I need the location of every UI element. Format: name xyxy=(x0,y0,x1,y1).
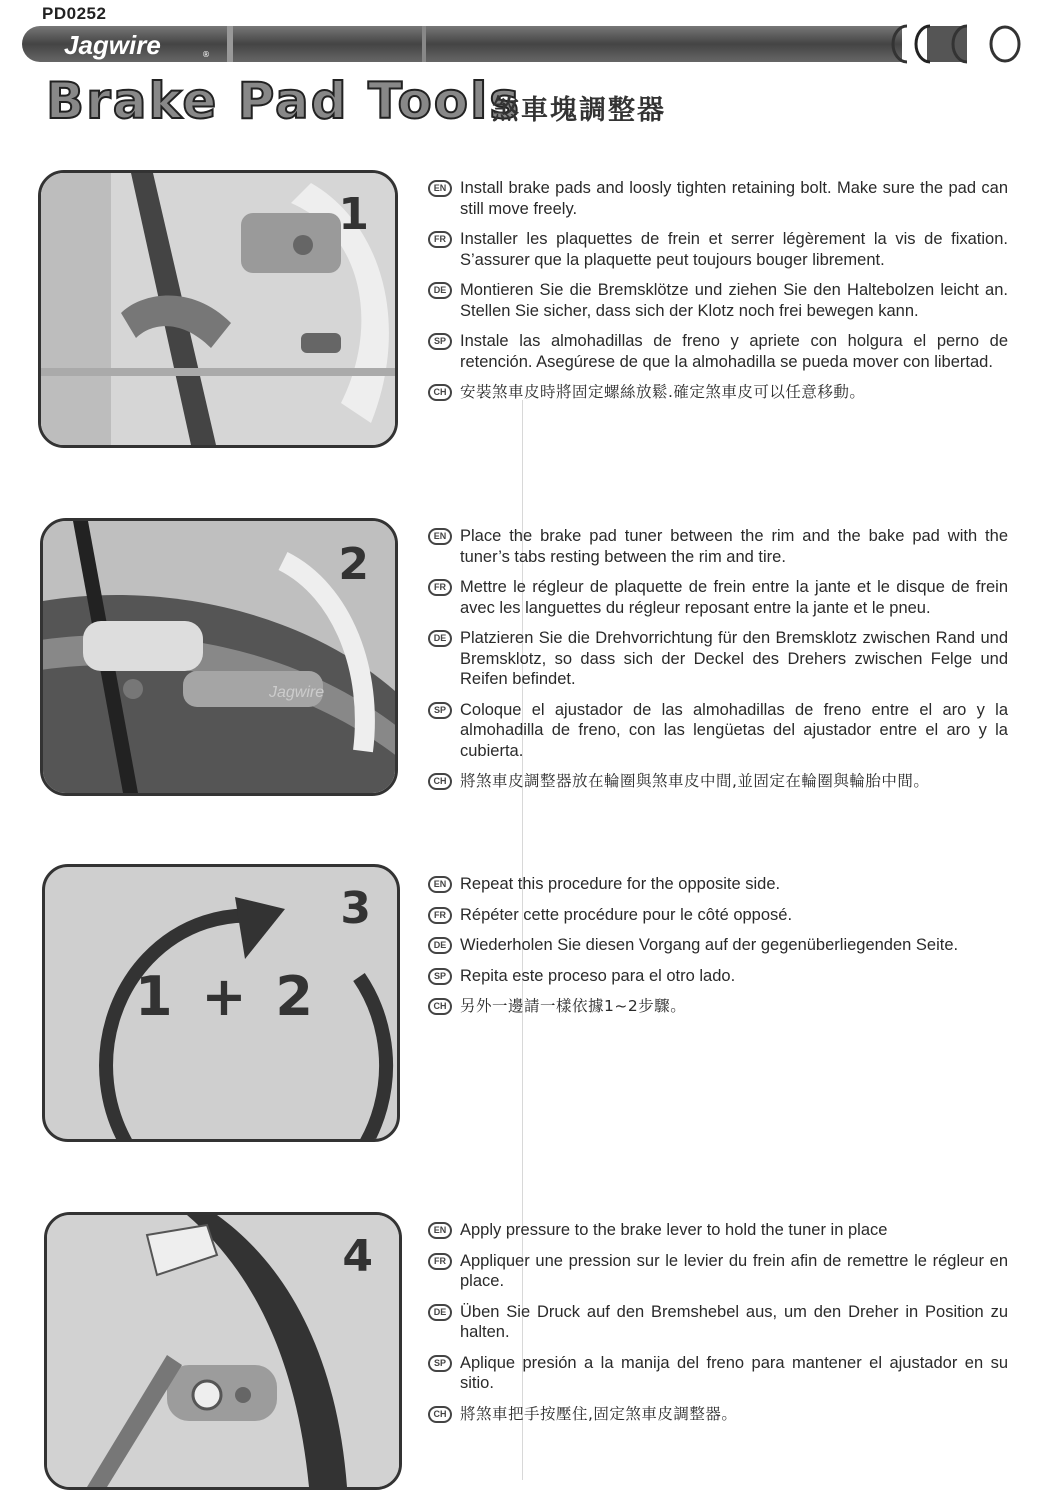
step-1-number: 1 xyxy=(338,189,369,240)
instruction-text: Mettre le régleur de plaquette de frein entre la jante et le disque de frein avec les languettes du régleur reposant entre la jante et le pneu. xyxy=(460,578,1008,617)
step-3-icon-label: 1 + 2 xyxy=(135,965,313,1028)
instruction-en xyxy=(428,1220,1008,1241)
instruction-sp xyxy=(428,966,1008,987)
lang-badge-de: DE xyxy=(428,937,452,954)
instruction-text: Repita este proceso para el otro lado. xyxy=(460,966,736,985)
instruction-text: Platzieren Sie die Drehvorrichtung für den Bremsklotz zwischen Rand und Bremsklotz, so dass sich der Deckel des Drehers zwischen Felge und Reifen befindet. xyxy=(460,629,1008,688)
instruction-text: Instale las almohadillas de freno y apriete con holgura el perno de retención. Asegúrese de que la almohadilla se pueda mover con libertad. xyxy=(460,332,1008,371)
brand-banner xyxy=(22,24,1022,64)
lang-badge-fr: FR xyxy=(428,907,452,924)
instruction-fr xyxy=(428,577,1008,618)
instruction-text: Coloque el ajustador de las almohadillas de freno entre el aro y la almohadilla de freno, con las lengüetas del ajustador entre el aro y la cubierta. xyxy=(460,700,1008,760)
step-2-instructions xyxy=(428,526,1008,802)
lang-badge-ch: CH xyxy=(428,384,452,401)
instruction-en xyxy=(428,874,1008,895)
instruction-fr xyxy=(428,1251,1008,1292)
instruction-text: Place the brake pad tuner between the rim and the bake pad with the tuner’s tabs resting between the rim and tire. xyxy=(460,527,1008,566)
instruction-text: Install brake pads and loosly tighten retaining bolt. Make sure the pad can still move freely. xyxy=(460,179,1008,218)
step-4-photo xyxy=(44,1212,402,1490)
lang-badge-fr: FR xyxy=(428,231,452,248)
page-title-chinese: 煞車塊調整器 xyxy=(492,95,666,126)
lang-badge-de: DE xyxy=(428,630,452,647)
lang-badge-de: DE xyxy=(428,1304,452,1321)
instruction-sp xyxy=(428,331,1008,372)
lang-badge-fr: FR xyxy=(428,579,452,596)
instruction-de xyxy=(428,1302,1008,1343)
instruction-sp xyxy=(428,1353,1008,1394)
step-3-number: 3 xyxy=(340,883,371,934)
lang-badge-sp: SP xyxy=(428,702,452,719)
instruction-text: Montieren Sie die Bremsklötze und ziehen Sie den Haltebolzen leicht an. Stellen Sie sicher, dass sich der Klotz noch frei bewegen kann. xyxy=(460,281,1008,320)
instruction-text: Aplique presión a la manija del freno para mantener el ajustador en su sitio. xyxy=(460,1353,1008,1392)
instruction-text: Appliquer une pression sur le levier du frein afin de remettre le régleur en place. xyxy=(460,1251,1008,1290)
lang-badge-ch: CH xyxy=(428,773,452,790)
step-3-panel xyxy=(42,864,400,1142)
lang-badge-ch: CH xyxy=(428,998,452,1015)
step-2-photo xyxy=(40,518,398,796)
instruction-text: Repeat this procedure for the opposite side. xyxy=(460,875,781,893)
instruction-text: 將煞車把手按壓住,固定煞車皮調整器。 xyxy=(460,1404,738,1423)
instruction-de xyxy=(428,280,1008,321)
instruction-text: 另外一邊請一樣依據1~2步驟。 xyxy=(460,997,687,1015)
instruction-sp xyxy=(428,700,1008,762)
lang-badge-en: EN xyxy=(428,876,452,893)
instruction-de xyxy=(428,935,1008,956)
lang-badge-en: EN xyxy=(428,1222,452,1239)
lang-badge-de: DE xyxy=(428,282,452,299)
instruction-text: Installer les plaquettes de frein et serrer légèrement la vis de fixation. S’assurer que la plaquette peut toujours bouger librement. xyxy=(460,230,1008,269)
svg-text:Jagwire: Jagwire xyxy=(269,684,325,701)
instruction-en xyxy=(428,178,1008,219)
page-title: Brake Pad Tools xyxy=(46,72,522,130)
instruction-text: Répéter cette procédure pour le côté opposé. xyxy=(460,905,793,924)
product-code: PD0252 xyxy=(42,4,107,23)
instruction-en xyxy=(428,526,1008,567)
lang-badge-fr: FR xyxy=(428,1253,452,1270)
lang-badge-en: EN xyxy=(428,180,452,197)
instruction-fr xyxy=(428,229,1008,270)
step-1-photo xyxy=(38,170,398,448)
lang-badge-sp: SP xyxy=(428,333,452,350)
brand-logo: Jagwire xyxy=(64,30,161,60)
instruction-text: Wiederholen Sie diesen Vorgang auf der gegenüberliegenden Seite. xyxy=(460,936,959,954)
instruction-text: 安裝煞車皮時將固定螺絲放鬆.確定煞車皮可以任意移動。 xyxy=(460,383,866,401)
lang-badge-ch: CH xyxy=(428,1406,452,1423)
step-4-number: 4 xyxy=(342,1231,373,1282)
step-4-instructions xyxy=(428,1220,1008,1434)
lang-badge-sp: SP xyxy=(428,1355,452,1372)
instruction-ch xyxy=(428,1404,1008,1425)
step-1-instructions xyxy=(428,178,1008,413)
instruction-ch xyxy=(428,771,1008,792)
instruction-ch xyxy=(428,382,1008,403)
lang-badge-en: EN xyxy=(428,528,452,545)
instruction-text: Apply pressure to the brake lever to hold the tuner in place xyxy=(460,1221,888,1239)
instruction-text: 將煞車皮調整器放在輪圈與煞車皮中間,並固定在輪圈與輪胎中間。 xyxy=(460,772,930,790)
instruction-de xyxy=(428,628,1008,690)
step-3-instructions xyxy=(428,874,1008,1027)
lang-badge-sp: SP xyxy=(428,968,452,985)
instruction-fr xyxy=(428,905,1008,926)
instruction-ch xyxy=(428,996,1008,1017)
step-2-number: 2 xyxy=(338,539,369,590)
instruction-text: Üben Sie Druck auf den Bremshebel aus, um den Dreher in Position zu halten. xyxy=(460,1302,1008,1341)
svg-text:®: ® xyxy=(202,50,210,59)
